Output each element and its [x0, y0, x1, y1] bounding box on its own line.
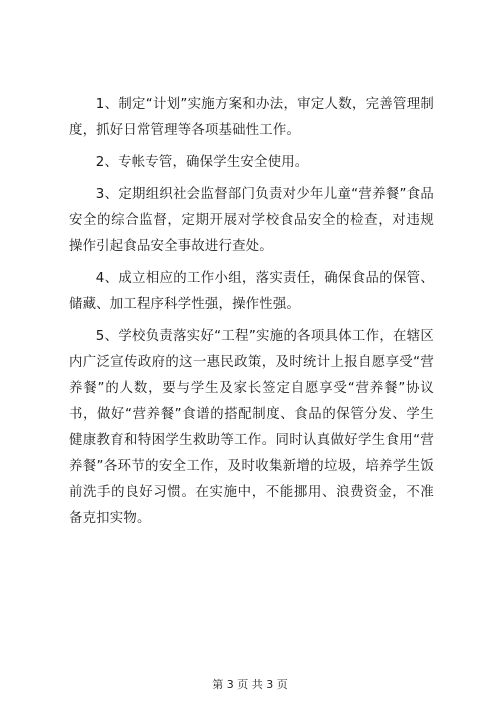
- paragraph-5: 5、学校负责落实好“工程”实施的各项具体工作，在辖区内广泛宣传政府的这一惠民政策，及时统计上报自愿享受“营养餐”的人数，要与学生及家长签定自愿享受“营养餐”协议书，做好“营养餐”食谱的搭配制度、食品的保管分发、学生健康教育和特困学生救助等工作。同时认真做好学生食用“营养餐”各环节的安全工作，及时收集新增的垃圾，培养学生饭前洗手的良好习惯。在实施中，不能挪用、浪费资金，不准备克扣实物。: [69, 329, 434, 526]
- paragraph-2: 2、专帐专管，确保学生安全使用。: [95, 155, 309, 170]
- paragraph-3: 3、定期组织社会监督部门负责对少年儿童“营养餐”食品安全的综合监督，定期开展对学校食品安全的检查，对违规操作引起食品安全事故进行查处。: [69, 187, 434, 254]
- document-body: [69, 92, 434, 538]
- page-number-footer: 第 3 页 共 3 页: [212, 678, 288, 691]
- paragraph-4: 4、成立相应的工作小组，落实责任，确保食品的保管、储藏、加工程序科学性强，操作性强。: [69, 271, 434, 312]
- paragraph-1: 1、制定“计划”实施方案和办法，审定人数，完善管理制度，抓好日常管理等各项基础性工作。: [69, 97, 434, 138]
